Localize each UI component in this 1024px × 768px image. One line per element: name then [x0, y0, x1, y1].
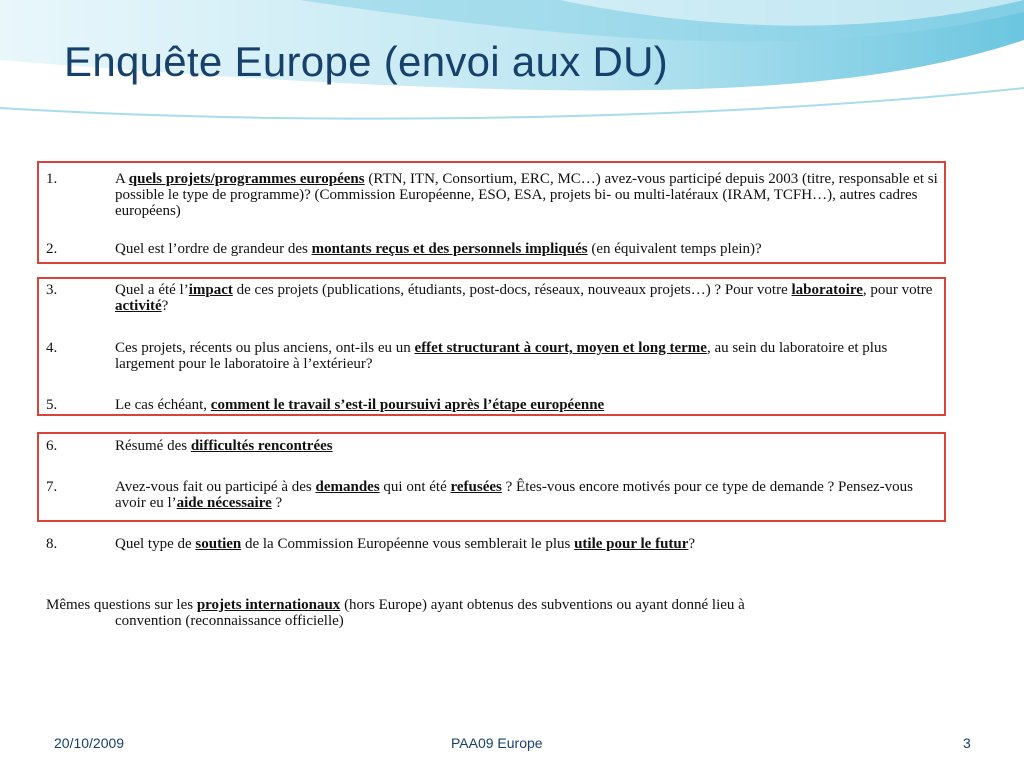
highlight: refusées	[450, 479, 502, 495]
highlight: impact	[188, 282, 233, 298]
highlight: difficultés rencontrées	[190, 438, 333, 454]
question-number: 1.	[46, 171, 58, 187]
highlight: demandes	[315, 479, 380, 495]
question-number: 7.	[46, 479, 58, 495]
footer-title: PAA09 Europe	[451, 735, 543, 751]
page-number: 3	[963, 735, 971, 751]
footer-date: 20/10/2009	[54, 735, 125, 751]
highlight: soutien	[195, 536, 242, 552]
question-number: 2.	[46, 241, 58, 257]
highlight: montants reçus et des personnels impliqués	[311, 241, 588, 257]
highlight: quels projets/programmes européens	[128, 171, 365, 187]
highlight: utile pour le futur	[574, 536, 689, 552]
question-number: 8.	[46, 536, 58, 552]
highlight: projets internationaux	[196, 597, 341, 613]
question-number: 3.	[46, 282, 58, 298]
question-number: 6.	[46, 438, 58, 454]
highlight: aide nécessaire	[176, 495, 272, 511]
highlight: effet structurant à court, moyen et long terme	[414, 340, 707, 356]
highlight: activité	[115, 298, 162, 314]
closing-continuation: convention (reconnaissance officielle)	[115, 613, 344, 629]
question-number: 4.	[46, 340, 58, 356]
closing-paragraph: Mêmes questions sur les projets internationaux (hors Europe) ayant obtenus des subventions ou ayant donné lieu à convention (reconnaissance officielle)	[46, 597, 936, 629]
highlight: laboratoire	[791, 282, 863, 298]
page-title: Enquête Europe (envoi aux DU)	[64, 38, 669, 85]
slide-content: 1. A quels projets/programmes européens (RTN, ITN, Consortium, ERC, MC…) avez-vous participé depuis 2003 (titre, responsable et si possible le type de programme)? (Commission Européenne, ESO, ESA, projets bi- ou multi-latéraux (IRAM, TCFH…), autres cadres européens) 2. Quel est l’ordre de grandeur des montants reçus et des personnels impliqués (en équivalent temps plein)? 3. Quel a été l’impact de ces projets (publications, étudiants, post-docs, réseaux, nouveaux projets…) ? Pour votre laboratoire, pour votre activité? 4. Ces projets, récents ou plus anciens, ont-ils eu un effet structurant à court, moyen et long terme, au sein du laboratoire et plus largement pour le laboratoire à l’extérieur? 5. Le cas échéant, comment le travail s’est-il poursuivi après l’étape européenne 6. Résumé des difficultés rencontrées 7. Avez-vous fait ou participé à des demandes qui ont été refusées ? Êtes-vous encore motivés pour ce type de demande ? Pensez-vous avoir eu l’aide nécessaire ? 8. Quel type de soutien de la Commission Européenne vous semblerait le plus utile pour le futur? Mêmes questions sur les projets internationaux (hors Europe) ayant obtenus des subventions ou ayant donné lieu à convention (reconnaissance officielle)	[0, 0, 1024, 768]
question-number: 5.	[46, 397, 58, 413]
highlight: comment le travail s’est-il poursuivi après l’étape européenne	[210, 397, 605, 413]
